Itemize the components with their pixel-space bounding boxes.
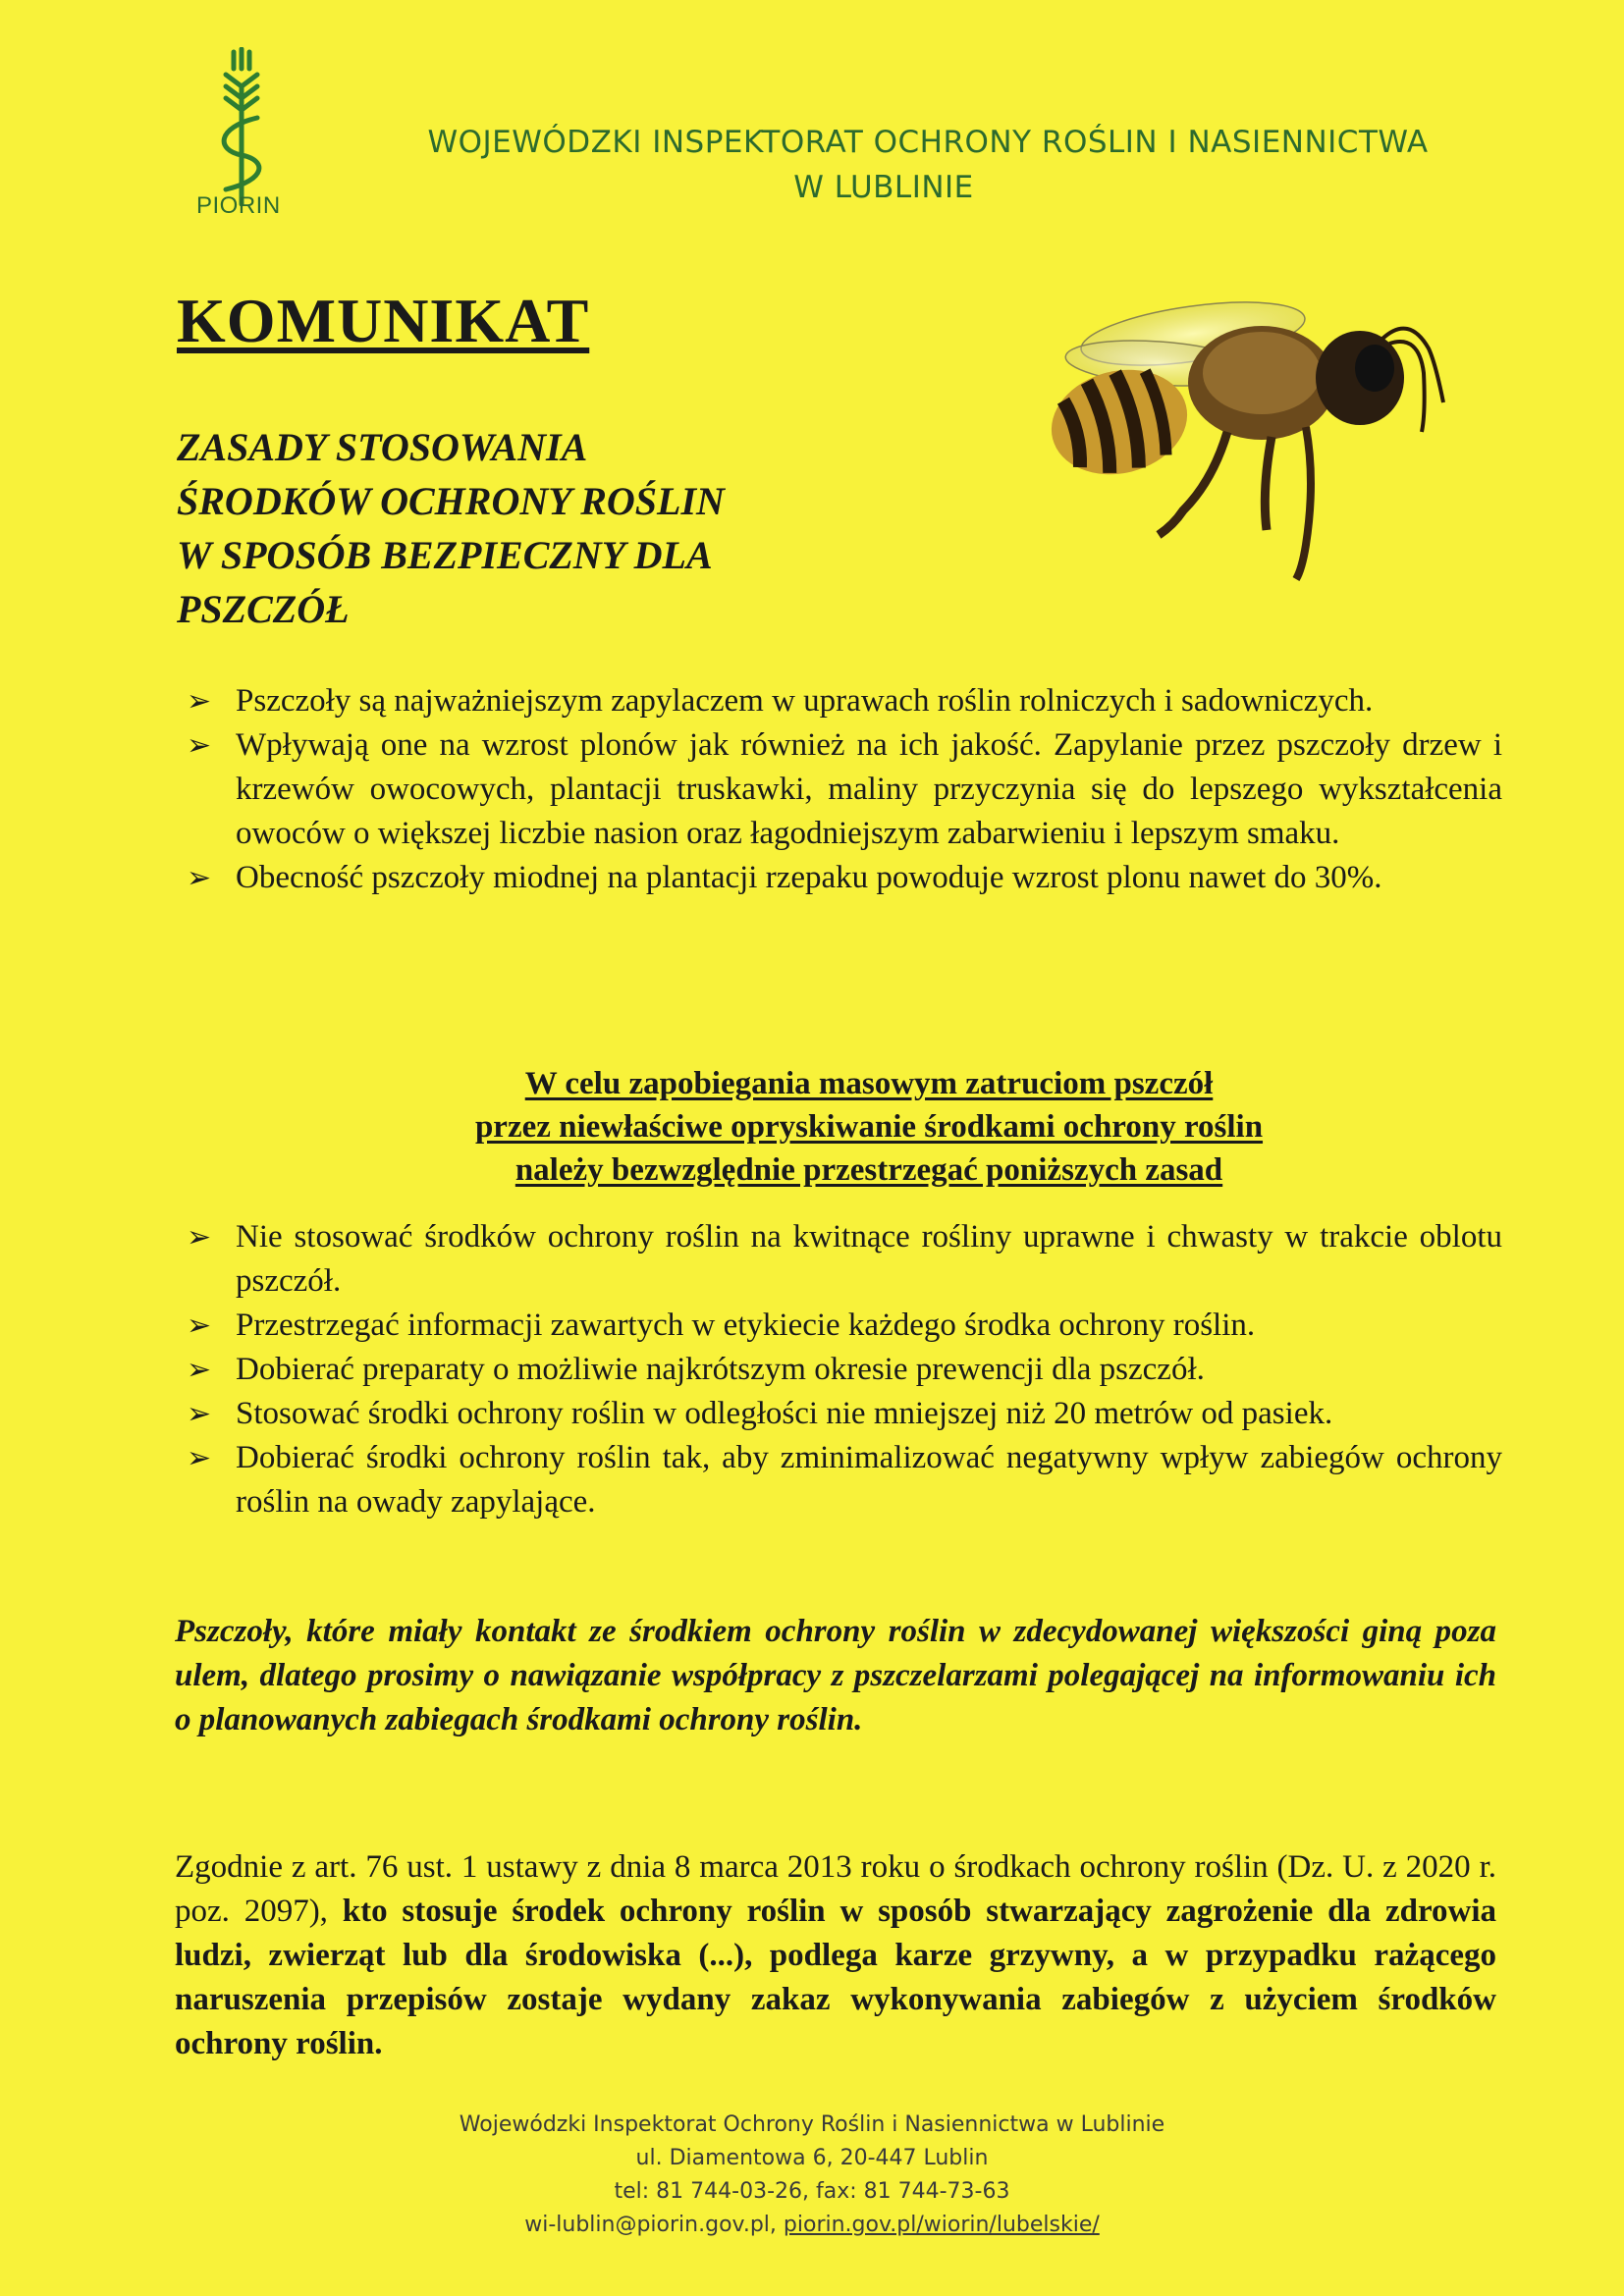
footer-org-name: Wojewódzki Inspektorat Ochrony Roślin i Nasiennictwa w Lublinie [459,2112,1165,2137]
arrow-bullet-icon: ➢ [187,1221,212,1254]
subtitle [177,420,864,636]
list-item [187,723,1502,856]
list-item-text: Pszczoły są najważniejszym zapylaczem w uprawach roślin rolniczych i sadowniczych. [236,683,1374,719]
footer-contact [0,2209,1624,2242]
arrow-bullet-icon: ➢ [187,685,212,718]
arrow-bullet-icon: ➢ [187,1398,212,1430]
organization-header [363,120,1492,210]
list-item-text: Nie stosować środków ochrony roślin na kwitnące rośliny uprawne i chwasty w trakcie oblotu pszczół. [236,1219,1502,1299]
rules-heading-line: W celu zapobiegania masowym zatruciom pszczół [524,1066,1214,1101]
subtitle-line: ZASADY STOSOWANIA [177,425,588,469]
law-paragraph [175,1845,1496,2066]
rules-heading-line: przez niewłaściwe opryskiwanie środkami ochrony roślin [474,1109,1264,1145]
arrow-bullet-icon: ➢ [187,1309,212,1342]
rules-bullet-list [187,1215,1502,1524]
subtitle-line: W SPOSÓB BEZPIECZNY DLA [177,533,713,577]
footer [0,2109,1624,2242]
rules-heading [236,1062,1502,1192]
arrow-bullet-icon: ➢ [187,729,212,762]
footer-address: ul. Diamentowa 6, 20-447 Lublin [635,2146,989,2170]
logo-text: PIORIN [196,192,281,219]
list-item [187,679,1502,723]
bee-icon [1011,294,1473,589]
subtitle-line: PSZCZÓŁ [177,587,350,631]
list-item [187,1304,1502,1348]
list-item-text: Dobierać środki ochrony roślin tak, aby zminimalizować negatywny wpływ zabiegów ochrony roślin na owady zapylające. [236,1440,1502,1520]
list-item-text: Dobierać preparaty o możliwie najkrótszym okresie prewencji dla pszczół. [236,1352,1205,1387]
rules-heading-line: należy bezwzględnie przestrzegać poniższych zasad [514,1152,1223,1188]
arrow-bullet-icon: ➢ [187,862,212,894]
org-name: WOJEWÓDZKI INSPEKTORAT OCHRONY ROŚLIN I NASIENNICTWA [427,125,1429,160]
list-item-text: Wpływają one na wzrost plonów jak również na ich jakość. Zapylanie przez pszczoły drzew i krzewów owocowych, plantacji truskawki, maliny przyczynia się do lepszego wykształcenia owoców o większej liczbie nasion oraz łagodniejszym zabarwieniu i lepszym smaku. [236,727,1502,851]
subtitle-line: ŚRODKÓW OCHRONY ROŚLIN [177,479,725,523]
list-item [187,1215,1502,1304]
law-bold-text: kto stosuje środek ochrony roślin w sposób stwarzający zagrożenie dla zdrowia ludzi, zwierząt lub dla środowiska (...), podlega karze grzywny, a w przypadku rażącego naruszenia przepisów zostaje wydany zakaz wykonywania zabiegów z użyciem środków ochrony roślin. [175,1894,1496,2061]
intro-bullet-list [187,679,1502,900]
list-item-text: Przestrzegać informacji zawartych w etykiecie każdego środka ochrony roślin. [236,1308,1256,1343]
footer-phone: tel: 81 744-03-26, fax: 81 744-73-63 [614,2179,1010,2204]
beekeeper-appeal-paragraph: Pszczoły, które miały kontakt ze środkiem ochrony roślin w zdecydowanej większości giną poza ulem, dlatego prosimy o nawiązanie współpracy z pszczelarzami polegającej na informowaniu ich o planowanych zabiegach środkami ochrony roślin. [175,1614,1496,1737]
page-title: KOMUNIKAT [177,286,590,355]
list-item-text: Stosować środki ochrony roślin w odległości nie mniejszej niż 20 metrów od pasiek. [236,1396,1333,1431]
website-link[interactable]: piorin.gov.pl/wiorin/lubelskie/ [783,2213,1100,2237]
law-text: Zgodnie z art. 76 ust. 1 ustawy z dnia 8 marca 2013 roku o środkach ochrony roślin (Dz. U. z 2020 r. poz. 2097), [175,1849,1496,1929]
email-link[interactable]: wi-lublin@piorin.gov.pl [524,2213,770,2237]
list-item [187,1348,1502,1392]
footer-separator: , [769,2213,784,2237]
arrow-bullet-icon: ➢ [187,1354,212,1386]
arrow-bullet-icon: ➢ [187,1442,212,1474]
list-item [187,1436,1502,1524]
list-item-text: Obecność pszczoły miodnej na plantacji rzepaku powoduje wzrost plonu nawet do 30%. [236,860,1382,895]
list-item [187,856,1502,900]
list-item [187,1392,1502,1436]
org-city: W LUBLINIE [793,170,974,205]
